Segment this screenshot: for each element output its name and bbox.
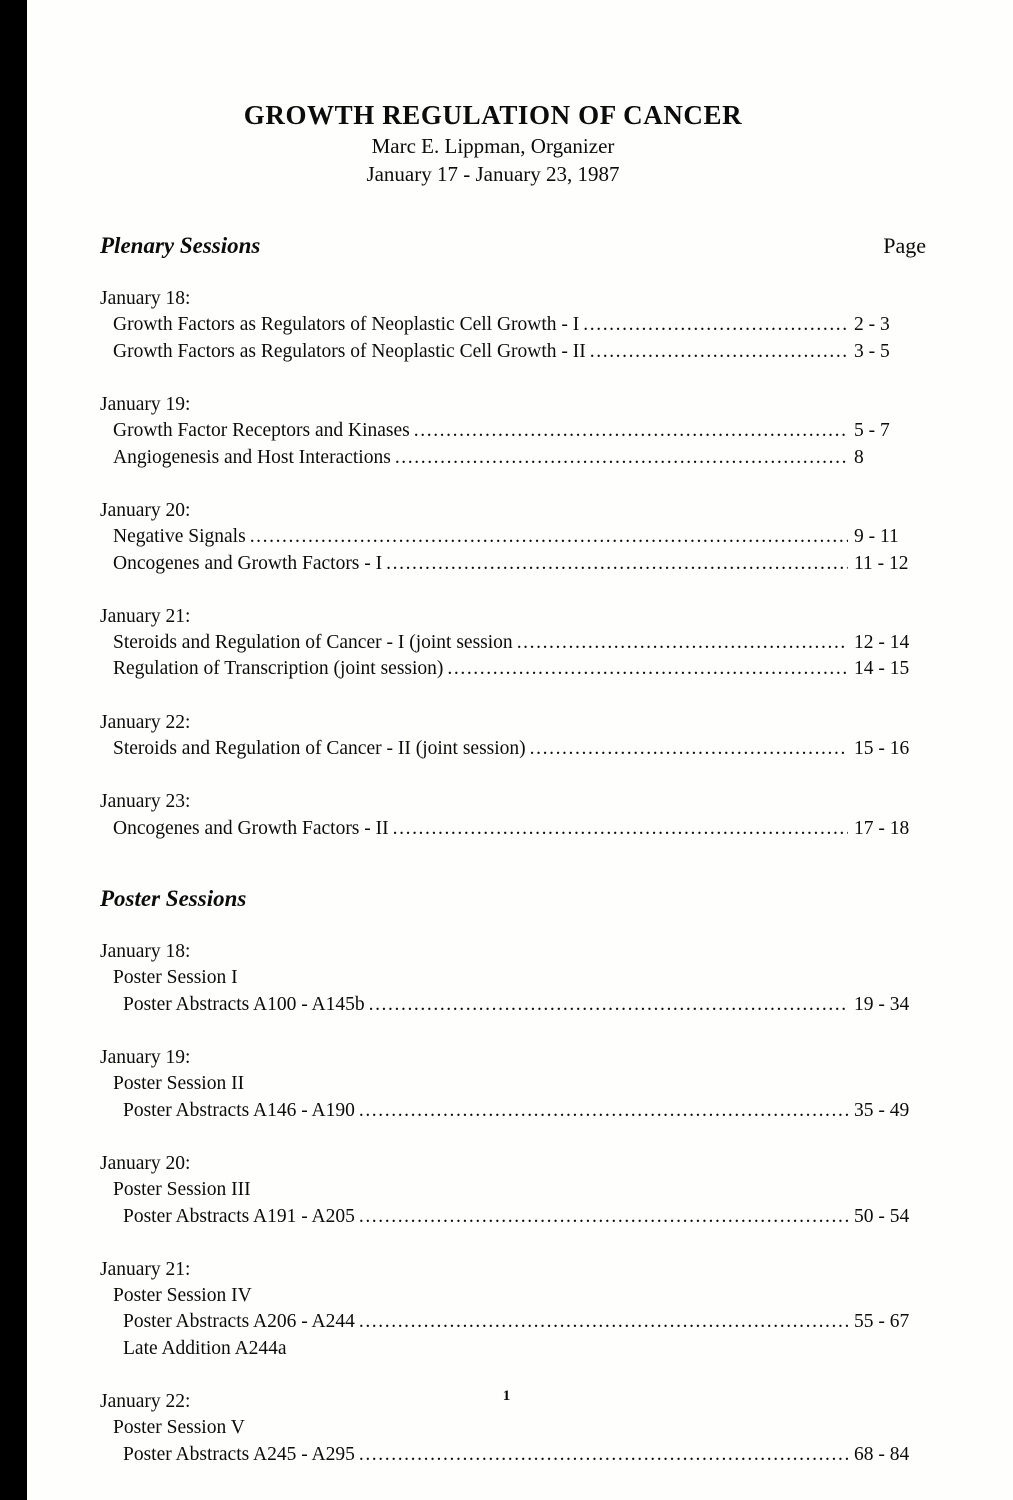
entry-title: Poster Abstracts A206 - A244 — [123, 1311, 355, 1333]
entry-title: Growth Factors as Regulators of Neoplastic Cell Growth - II — [113, 340, 586, 362]
toc-entry — [100, 630, 926, 656]
toc-entry — [100, 736, 926, 762]
group-date: January 22: — [100, 711, 191, 733]
entry-title: Growth Factors as Regulators of Neoplastic Cell Growth - I — [113, 314, 580, 336]
dot-leader — [393, 816, 848, 842]
page-number: 1 — [502, 1388, 511, 1404]
document-header — [100, 100, 886, 187]
entry-pages: 12 - 14 — [854, 632, 910, 654]
poster-heading-row — [100, 886, 926, 912]
entry-title: Poster Abstracts A100 - A145b — [123, 993, 365, 1015]
group-date: January 18: — [100, 941, 191, 962]
dot-leader — [414, 418, 848, 444]
poster-sessions-heading: Poster Sessions — [100, 886, 247, 911]
dot-leader — [517, 630, 848, 656]
toc-entry — [100, 312, 926, 338]
group-date: January 18: — [100, 288, 191, 309]
toc-entry — [100, 524, 926, 550]
session-name: Poster Session V — [113, 1417, 245, 1439]
dot-leader — [386, 551, 848, 577]
session-name: Poster Session III — [113, 1179, 251, 1201]
poster-group-jan20 — [100, 1151, 926, 1230]
toc-entry — [100, 1204, 926, 1230]
entry-title: Regulation of Transcription (joint session) — [113, 658, 444, 680]
dot-leader — [359, 1442, 848, 1468]
toc-entry — [100, 551, 926, 577]
entry-pages: 15 - 16 — [854, 738, 910, 760]
entry-pages: 5 - 7 — [854, 420, 890, 442]
group-date: January 22: — [100, 1391, 191, 1413]
entry-title: Negative Signals — [113, 526, 246, 548]
scan-edge-artifact — [0, 0, 27, 1500]
dot-leader — [395, 445, 848, 471]
group-date: January 21: — [100, 1258, 191, 1280]
plenary-heading-row — [100, 233, 926, 259]
dot-leader — [359, 1309, 848, 1335]
entry-title: Oncogenes and Growth Factors - I — [113, 552, 383, 574]
toc-group-jan19 — [100, 392, 926, 471]
dot-leader — [359, 1098, 848, 1124]
entry-title: Poster Abstracts A191 - A205 — [123, 1205, 355, 1227]
toc-entry — [100, 1442, 926, 1468]
toc-entry — [100, 992, 926, 1018]
group-date: January 19: — [100, 1046, 191, 1068]
dot-leader — [530, 736, 848, 762]
page-content — [100, 100, 926, 1468]
organizer-line: Marc E. Lippman, Organizer — [371, 134, 615, 158]
toc-entry — [100, 816, 926, 842]
page-column-label: Page — [883, 233, 926, 258]
dot-leader — [369, 992, 848, 1018]
entry-title: Poster Abstracts A146 - A190 — [123, 1099, 355, 1121]
toc-group-jan18 — [100, 286, 926, 365]
entry-pages: 19 - 34 — [854, 993, 910, 1015]
toc-group-jan23 — [100, 789, 926, 842]
entry-pages: 3 - 5 — [854, 340, 890, 362]
dot-leader — [583, 312, 848, 338]
toc-entry — [100, 339, 926, 365]
toc-entry — [100, 418, 926, 444]
group-date: January 21: — [100, 605, 191, 627]
group-date: January 20: — [100, 499, 191, 521]
group-date: January 19: — [100, 393, 191, 415]
poster-group-jan19 — [100, 1045, 926, 1124]
group-date: January 20: — [100, 1152, 191, 1174]
group-date: January 23: — [100, 791, 191, 813]
entry-title: Steroids and Regulation of Cancer - II (joint session) — [113, 738, 526, 760]
plenary-sessions-heading: Plenary Sessions — [100, 233, 261, 258]
session-name: Poster Session IV — [113, 1285, 252, 1307]
dates-line: January 17 - January 23, 1987 — [366, 162, 620, 186]
toc-group-jan22 — [100, 710, 926, 763]
late-addition-note: Late Addition A244a — [123, 1337, 287, 1359]
entry-title: Steroids and Regulation of Cancer - I (joint session — [113, 632, 513, 654]
entry-pages: 68 - 84 — [854, 1443, 910, 1465]
entry-pages: 14 - 15 — [854, 658, 910, 680]
entry-title: Oncogenes and Growth Factors - II — [113, 817, 389, 839]
entry-title: Poster Abstracts A245 - A295 — [123, 1443, 355, 1465]
entry-pages: 35 - 49 — [854, 1099, 910, 1121]
entry-pages: 11 - 12 — [854, 552, 909, 574]
toc-entry — [100, 1309, 926, 1335]
toc-group-jan21 — [100, 604, 926, 683]
toc-group-jan20 — [100, 498, 926, 577]
dot-leader — [250, 524, 848, 550]
entry-pages: 2 - 3 — [854, 314, 890, 336]
entry-pages: 8 — [854, 446, 864, 468]
toc-entry — [100, 1098, 926, 1124]
toc-entry — [100, 445, 926, 471]
entry-title: Growth Factor Receptors and Kinases — [113, 420, 410, 442]
dot-leader — [359, 1204, 848, 1230]
entry-pages: 50 - 54 — [854, 1205, 910, 1227]
poster-group-jan21 — [100, 1257, 926, 1362]
entry-pages: 55 - 67 — [854, 1311, 910, 1333]
session-name: Poster Session I — [113, 967, 238, 989]
toc-entry — [100, 656, 926, 682]
dot-leader — [447, 656, 848, 682]
session-name: Poster Session II — [113, 1073, 245, 1095]
poster-group-jan18 — [100, 939, 926, 1018]
dot-leader — [590, 339, 848, 365]
conference-title: GROWTH REGULATION OF CANCER — [243, 100, 743, 130]
entry-pages: 9 - 11 — [854, 526, 899, 548]
entry-pages: 17 - 18 — [854, 817, 910, 839]
entry-title: Angiogenesis and Host Interactions — [113, 446, 391, 468]
